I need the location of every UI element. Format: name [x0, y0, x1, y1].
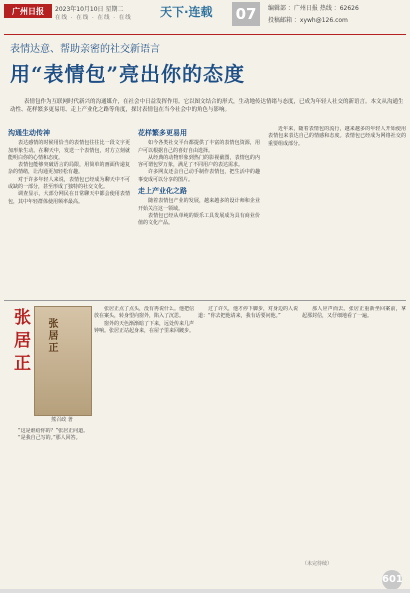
paragraph: 张居正点了点头，没有再说什么。他把信放在案头，转身望向窗外，陷入了沉思。 [94, 306, 194, 320]
paragraph: 那人应声而去。张居正重新坐回案前，拿起那封信，又仔细地看了一遍。 [302, 306, 406, 320]
paragraph: “这是谁给你的？”张居正问道。 [18, 428, 89, 434]
paragraph: 表情包能够突破语言的局限，用简单的画面传递复杂的情绪，让沟通更加轻松有趣。 [8, 162, 130, 176]
contact-line-2: 投稿邮箱 ：xywh@126.com [268, 17, 348, 24]
contact-line-1: 编辑部 ：广州日报 热线 ：62626 [268, 5, 359, 12]
book-cover-title: 张居正 [46, 318, 57, 354]
newspaper-logo: 广州日报 [4, 4, 52, 18]
paragraph: 随着表情包产业的发展，越来越多的设计师和企业开始关注这一领域。 [138, 198, 260, 212]
page-number-box: 07 [232, 2, 260, 26]
paragraph: 过了许久，他才停下脚步，对身边的人说道：“你去把他请来，我有话要问他。” [198, 306, 298, 320]
bottom-bar [0, 589, 410, 593]
book-caption: 熊召政 著 [51, 417, 73, 423]
paragraph: 如今各类社交平台都提供了丰富的表情包资源，用户可以根据自己的喜好自由选择。 [138, 140, 260, 154]
paragraph: 窗外的天色渐渐暗了下来，远处传来几声钟响。张居正站起身来，在屋子里来回踱步。 [94, 320, 194, 334]
section-divider [4, 300, 406, 301]
page-header [0, 0, 410, 38]
paragraph: 表达感情的时候用恰当的表情包往往比一段文字更加形象生动。在聊天中，发送一个表情包，对方立刻就能明白你的心情和态度。 [8, 140, 130, 161]
section-title: 天下·连载 [160, 5, 213, 19]
header-tags: 在线 · 在线 · 在线 · 在线 [55, 15, 132, 21]
article-kicker: 表情达意、帮助亲密的社交新语言 [10, 44, 160, 55]
serial-column-1 [8, 428, 90, 588]
paragraph: 表情包已经从单纯的娱乐工具发展成为具有商业价值的文化产品。 [138, 212, 260, 227]
article-column-1 [8, 126, 130, 298]
section-heading: 沟通生动传神 [8, 129, 50, 137]
paragraph: 对于许多年轻人来说，表情包已经成为聊天中不可或缺的一部分，甚至形成了独特的社交文化。 [8, 176, 130, 191]
article-sidebar-column [268, 126, 406, 298]
paragraph: “是我自己写的。”那人回答。 [18, 435, 81, 442]
serial-column-2 [94, 306, 194, 588]
serial-column-3 [198, 306, 298, 588]
sidebar-paragraph: 近年来，随着表情包的流行，越来越多的年轻人开始使用表情包来表达自己的情感和态度。表情包已经成为网络社交的重要组成部分。 [268, 126, 406, 147]
to-be-continued-note: （未完待续） [302, 561, 333, 567]
serial-column-4 [302, 306, 406, 588]
paragraph: 许多网友还会自己动手制作表情包，把生活中的趣事变成可以分享的图片。 [138, 169, 260, 183]
issue-date: 2023年10月10日 星期二 [55, 6, 124, 13]
paragraph: 调查显示，大部分网民在日常聊天中都会使用表情包，其中年轻群体使用频率最高。 [8, 191, 130, 205]
article-column-2 [138, 126, 260, 298]
section-heading: 花样繁多更易用 [138, 129, 187, 137]
section-heading: 走上产业化之路 [138, 187, 187, 196]
paragraph: 从经典的动物形象到热门的影视截图，表情包的内容可谓包罗万象，满足了不同用户的表达需求。 [138, 154, 260, 169]
article-headline: 用“表情包”亮出你的态度 [10, 62, 246, 86]
header-rule [4, 34, 406, 35]
article-lede: 表情包作为互联网时代新兴的沟通媒介，在社会中日益发挥作用。它以图文结合的形式，生动地传达情绪与态度，已成为年轻人社交的新语言。本文从沟通生动性、花样繁多更易用、走上产业化之路等角度，探讨表情包在当今社会中的角色与影响。 [10, 99, 404, 113]
serial-author-name: 张居正 [10, 308, 30, 377]
page-number-badge: 601 [382, 570, 402, 590]
book-cover-image [34, 306, 92, 416]
